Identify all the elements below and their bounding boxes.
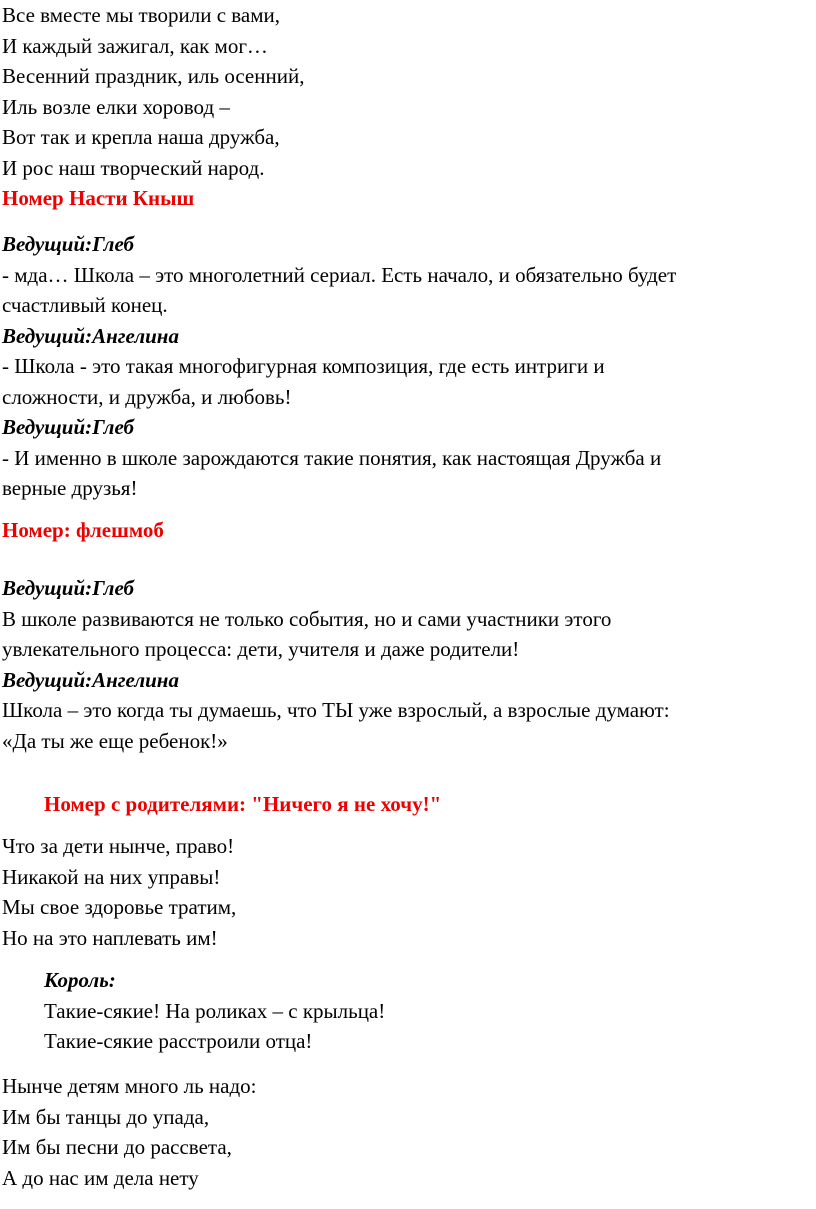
- speech-line: верные друзья!: [2, 476, 138, 500]
- performance-heading: Номер: флешмоб: [2, 518, 164, 542]
- speaker-label: Ведущий:Ангелина: [2, 323, 179, 348]
- speech-line: Школа – это когда ты думаешь, что ТЫ уже взрослый, а взрослые думают:: [2, 698, 670, 722]
- verse-line: Им бы танцы до упада,: [2, 1104, 210, 1129]
- performance-heading: Номер Насти Кныш: [2, 186, 195, 210]
- speech-line: счастливый конец.: [2, 293, 168, 317]
- speech-line: сложности, и дружба, и любовь!: [2, 384, 292, 409]
- verse-line: Им бы песни до рассвета,: [2, 1135, 232, 1159]
- speaker-label: Король:: [44, 968, 116, 992]
- speech-line: «Да ты же еще ребенок!»: [2, 728, 228, 753]
- dialogue-block: [2, 229, 676, 504]
- king-block: [44, 965, 385, 1057]
- verse-line: Но на это наплевать им!: [2, 925, 218, 950]
- verse-line: А до нас им дела нету: [2, 1165, 199, 1190]
- speaker-label: Ведущий:Глеб: [2, 576, 134, 600]
- speech-line: Такие-сякие расстроили отца!: [44, 1029, 313, 1053]
- speaker-label: Ведущий:Глеб: [2, 415, 134, 439]
- poem-line: И рос наш творческий народ.: [2, 155, 265, 180]
- verse-block: [2, 1071, 257, 1193]
- poem-line: И каждый зажигал, как мог…: [2, 33, 268, 58]
- poem-line: Иль возле елки хоровод –: [2, 94, 230, 119]
- speech-line: - Школа - это такая многофигурная композиция, где есть интриги и: [2, 354, 605, 378]
- speech-line: Такие-сякие! На роликах – с крыльца!: [44, 998, 386, 1023]
- poem-line: Вот так и крепла наша дружба,: [2, 125, 280, 149]
- poem-block: [2, 0, 304, 183]
- speaker-label: Ведущий:Ангелина: [2, 667, 179, 692]
- speaker-label: Ведущий:Глеб: [2, 232, 134, 256]
- verse-block: [2, 831, 236, 953]
- speech-line: увлекательного процесса: дети, учителя и даже родители!: [2, 637, 520, 661]
- poem-line: Все вместе мы творили с вами,: [2, 3, 281, 27]
- verse-line: Мы свое здоровье тратим,: [2, 895, 237, 919]
- speech-line: В школе развиваются не только события, но и сами участники этого: [2, 606, 612, 631]
- speech-line: - И именно в школе зарождаются такие понятия, как настоящая Дружба и: [2, 445, 662, 470]
- verse-line: Что за дети нынче, право!: [2, 834, 235, 858]
- poem-line: Весенний праздник, иль осенний,: [2, 64, 305, 88]
- speech-line: - мда… Школа – это многолетний сериал. Есть начало, и обязательно будет: [2, 262, 677, 287]
- performance-heading: Номер с родителями: "Ничего я не хочу!": [44, 792, 442, 816]
- dialogue-block: [2, 573, 670, 756]
- verse-line: Никакой на них управы!: [2, 864, 221, 889]
- verse-line: Нынче детям много ль надо:: [2, 1074, 257, 1098]
